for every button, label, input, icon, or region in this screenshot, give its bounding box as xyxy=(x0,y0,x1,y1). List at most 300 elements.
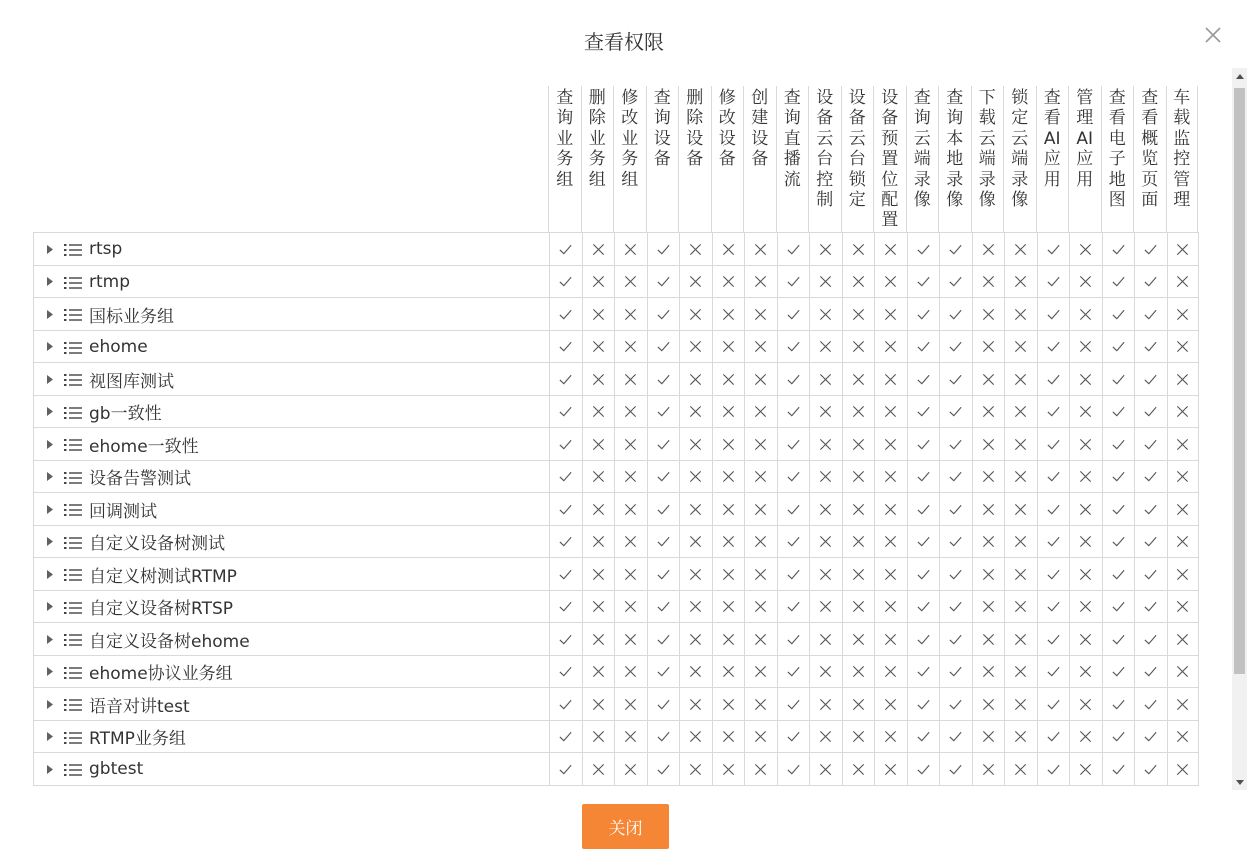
cross-icon xyxy=(1004,266,1037,298)
check-icon xyxy=(647,428,680,460)
cross-icon xyxy=(1004,298,1037,330)
close-button[interactable]: 关闭 xyxy=(582,804,669,849)
cross-icon xyxy=(712,656,745,688)
check-icon xyxy=(907,428,940,460)
check-icon xyxy=(647,656,680,688)
caret-right-icon[interactable] xyxy=(45,277,55,287)
cross-icon xyxy=(712,493,745,525)
row-name-cell xyxy=(34,721,549,753)
cross-icon xyxy=(614,493,647,525)
check-icon xyxy=(647,266,680,298)
check-icon xyxy=(939,558,972,590)
caret-right-icon[interactable] xyxy=(45,407,55,417)
cross-icon xyxy=(874,428,907,460)
row-label: 视图库测试 xyxy=(89,371,174,392)
check-icon xyxy=(647,526,680,558)
column-header-label: 删除设备 xyxy=(686,88,704,170)
table-row xyxy=(33,753,1199,786)
cross-icon xyxy=(679,591,712,623)
cross-icon xyxy=(1167,688,1200,720)
cross-icon xyxy=(1004,363,1037,395)
cross-icon xyxy=(874,233,907,265)
row-label: rtsp xyxy=(89,239,123,259)
check-icon xyxy=(939,331,972,363)
cross-icon xyxy=(1069,461,1102,493)
row-name-cell xyxy=(34,623,549,655)
close-icon[interactable] xyxy=(1202,24,1224,46)
cross-icon xyxy=(972,526,1005,558)
check-icon xyxy=(1037,363,1070,395)
cross-icon xyxy=(582,721,615,753)
check-icon xyxy=(939,591,972,623)
cross-icon xyxy=(842,428,875,460)
check-icon xyxy=(549,591,582,623)
cross-icon xyxy=(712,396,745,428)
check-icon xyxy=(549,656,582,688)
cross-icon xyxy=(1069,396,1102,428)
cross-icon xyxy=(679,298,712,330)
check-icon xyxy=(939,493,972,525)
column-header-label: 查询业务组 xyxy=(556,88,574,190)
cross-icon xyxy=(582,656,615,688)
cross-icon xyxy=(1004,721,1037,753)
cross-icon xyxy=(744,331,777,363)
column-header-label: 设备预置位配置 xyxy=(881,88,899,231)
cross-icon xyxy=(582,591,615,623)
check-icon xyxy=(1037,493,1070,525)
check-icon xyxy=(549,461,582,493)
check-icon xyxy=(1134,656,1167,688)
check-icon xyxy=(1102,428,1135,460)
cross-icon xyxy=(679,493,712,525)
check-icon xyxy=(1102,461,1135,493)
check-icon xyxy=(1037,331,1070,363)
cross-icon xyxy=(614,428,647,460)
scrollbar-thumb[interactable] xyxy=(1234,88,1245,674)
cross-icon xyxy=(809,233,842,265)
row-label: rtmp xyxy=(89,271,131,292)
cross-icon xyxy=(972,396,1005,428)
cross-icon xyxy=(679,526,712,558)
check-icon xyxy=(1037,688,1070,720)
check-icon xyxy=(907,526,940,558)
check-icon xyxy=(647,493,680,525)
check-icon xyxy=(939,623,972,655)
check-icon xyxy=(1102,266,1135,298)
check-icon xyxy=(1134,331,1167,363)
cross-icon xyxy=(809,266,842,298)
cross-icon xyxy=(874,526,907,558)
check-icon xyxy=(939,461,972,493)
check-icon xyxy=(1037,266,1070,298)
cross-icon xyxy=(744,753,777,785)
cross-icon xyxy=(744,461,777,493)
check-icon xyxy=(777,266,810,298)
check-icon xyxy=(907,721,940,753)
cross-icon xyxy=(744,656,777,688)
cross-icon xyxy=(1167,233,1200,265)
check-icon xyxy=(1102,233,1135,265)
cross-icon xyxy=(1004,526,1037,558)
table-row xyxy=(33,461,1199,494)
table-row xyxy=(33,656,1199,689)
cross-icon xyxy=(842,396,875,428)
check-icon xyxy=(777,656,810,688)
cross-icon xyxy=(1004,396,1037,428)
cross-icon xyxy=(874,396,907,428)
check-icon xyxy=(777,623,810,655)
column-header xyxy=(1101,86,1134,232)
cross-icon xyxy=(972,591,1005,623)
cross-icon xyxy=(582,688,615,720)
check-icon xyxy=(647,396,680,428)
check-icon xyxy=(549,266,582,298)
cross-icon xyxy=(744,266,777,298)
check-icon xyxy=(777,233,810,265)
cross-icon xyxy=(809,721,842,753)
cross-icon xyxy=(842,493,875,525)
check-icon xyxy=(1037,558,1070,590)
check-icon xyxy=(1134,461,1167,493)
cross-icon xyxy=(744,396,777,428)
check-icon xyxy=(777,753,810,785)
cross-icon xyxy=(874,688,907,720)
cross-icon xyxy=(972,233,1005,265)
check-icon xyxy=(777,688,810,720)
column-header xyxy=(581,86,614,232)
row-label: ehome一致性 xyxy=(89,436,199,457)
cross-icon xyxy=(972,623,1005,655)
cross-icon xyxy=(712,721,745,753)
caret-right-icon[interactable] xyxy=(45,439,55,449)
check-icon xyxy=(549,363,582,395)
cross-icon xyxy=(1004,753,1037,785)
check-icon xyxy=(1037,461,1070,493)
check-icon xyxy=(1037,298,1070,330)
caret-right-icon[interactable] xyxy=(45,244,55,254)
column-header xyxy=(548,86,581,232)
cross-icon xyxy=(712,363,745,395)
cross-icon xyxy=(712,331,745,363)
list-icon xyxy=(64,697,82,711)
check-icon xyxy=(1134,558,1167,590)
check-icon xyxy=(777,558,810,590)
cross-icon xyxy=(679,233,712,265)
cross-icon xyxy=(679,396,712,428)
check-icon xyxy=(1134,396,1167,428)
cross-icon xyxy=(582,331,615,363)
check-icon xyxy=(1134,753,1167,785)
table-row xyxy=(33,396,1199,429)
check-icon xyxy=(549,331,582,363)
cross-icon xyxy=(972,656,1005,688)
check-icon xyxy=(1037,753,1070,785)
cross-icon xyxy=(809,396,842,428)
column-header xyxy=(678,86,711,232)
row-name-cell xyxy=(34,233,549,265)
cross-icon xyxy=(712,623,745,655)
check-icon xyxy=(1102,721,1135,753)
cross-icon xyxy=(809,331,842,363)
cross-icon xyxy=(1167,331,1200,363)
table-row xyxy=(33,721,1199,754)
scroll-up-arrow-icon[interactable] xyxy=(1232,68,1247,84)
cross-icon xyxy=(972,428,1005,460)
cross-icon xyxy=(972,688,1005,720)
column-header xyxy=(646,86,679,232)
caret-right-icon[interactable] xyxy=(45,342,55,352)
cross-icon xyxy=(972,266,1005,298)
table-row xyxy=(33,558,1199,591)
check-icon xyxy=(907,493,940,525)
cross-icon xyxy=(614,331,647,363)
table-row xyxy=(33,266,1199,299)
check-icon xyxy=(939,526,972,558)
check-icon xyxy=(907,623,940,655)
row-name-cell xyxy=(34,753,549,785)
list-icon xyxy=(64,242,82,256)
cross-icon xyxy=(1069,493,1102,525)
column-header-label: 锁定云端录像 xyxy=(1011,88,1029,211)
check-icon xyxy=(549,396,582,428)
caret-right-icon[interactable] xyxy=(45,309,55,319)
list-icon xyxy=(64,307,82,321)
cross-icon xyxy=(874,331,907,363)
check-icon xyxy=(907,656,940,688)
check-icon xyxy=(907,266,940,298)
caret-right-icon[interactable] xyxy=(45,602,55,612)
check-icon xyxy=(549,298,582,330)
row-name-cell xyxy=(34,526,549,558)
check-icon xyxy=(1102,753,1135,785)
check-icon xyxy=(939,721,972,753)
table-row xyxy=(33,298,1199,331)
check-icon xyxy=(1102,656,1135,688)
cross-icon xyxy=(1167,266,1200,298)
cross-icon xyxy=(809,656,842,688)
cross-icon xyxy=(614,753,647,785)
caret-right-icon[interactable] xyxy=(45,699,55,709)
cross-icon xyxy=(679,266,712,298)
column-header-label: 下载云端录像 xyxy=(978,88,996,211)
cross-icon xyxy=(874,461,907,493)
check-icon xyxy=(1102,591,1135,623)
column-header xyxy=(1068,86,1101,232)
cross-icon xyxy=(842,331,875,363)
list-icon xyxy=(64,405,82,419)
caret-right-icon[interactable] xyxy=(45,504,55,514)
check-icon xyxy=(907,461,940,493)
cross-icon xyxy=(874,493,907,525)
cross-icon xyxy=(842,721,875,753)
check-icon xyxy=(777,721,810,753)
check-icon xyxy=(1037,623,1070,655)
cross-icon xyxy=(874,721,907,753)
check-icon xyxy=(549,558,582,590)
list-icon xyxy=(64,730,82,744)
check-icon xyxy=(907,396,940,428)
caret-right-icon[interactable] xyxy=(45,667,55,677)
column-header xyxy=(1036,86,1069,232)
table-row xyxy=(33,591,1199,624)
column-header xyxy=(938,86,971,232)
list-icon xyxy=(64,762,82,776)
cross-icon xyxy=(679,623,712,655)
check-icon xyxy=(907,363,940,395)
table-row xyxy=(33,331,1199,364)
cross-icon xyxy=(842,688,875,720)
table-header xyxy=(33,86,1199,232)
row-name-cell xyxy=(34,591,549,623)
check-icon xyxy=(1134,233,1167,265)
cross-icon xyxy=(1004,331,1037,363)
check-icon xyxy=(777,428,810,460)
cross-icon xyxy=(614,233,647,265)
column-header-label: 查看电子地图 xyxy=(1108,88,1126,211)
check-icon xyxy=(777,396,810,428)
cross-icon xyxy=(1167,396,1200,428)
list-icon xyxy=(64,437,82,451)
column-header-label: 设备云台锁定 xyxy=(848,88,866,211)
check-icon xyxy=(939,688,972,720)
table-row xyxy=(33,233,1199,266)
cross-icon xyxy=(1167,363,1200,395)
cross-icon xyxy=(582,396,615,428)
cross-icon xyxy=(1004,688,1037,720)
cross-icon xyxy=(744,623,777,655)
cross-icon xyxy=(582,266,615,298)
cross-icon xyxy=(582,461,615,493)
row-label: 自定义设备树ehome xyxy=(89,631,250,652)
check-icon xyxy=(1037,591,1070,623)
column-header xyxy=(971,86,1004,232)
column-header-label: 查询设备 xyxy=(653,88,671,170)
cross-icon xyxy=(1004,493,1037,525)
check-icon xyxy=(777,461,810,493)
cross-icon xyxy=(712,298,745,330)
cross-icon xyxy=(874,363,907,395)
caret-right-icon[interactable] xyxy=(45,537,55,547)
caret-right-icon[interactable] xyxy=(45,732,55,742)
check-icon xyxy=(1037,233,1070,265)
cross-icon xyxy=(614,526,647,558)
cross-icon xyxy=(614,363,647,395)
cross-icon xyxy=(1167,493,1200,525)
vertical-scrollbar[interactable] xyxy=(1232,68,1247,790)
cross-icon xyxy=(972,721,1005,753)
table-row xyxy=(33,526,1199,559)
row-label: 自定义设备树测试 xyxy=(89,534,225,554)
check-icon xyxy=(1134,363,1167,395)
cross-icon xyxy=(809,298,842,330)
cross-icon xyxy=(744,233,777,265)
row-name-cell xyxy=(34,298,549,330)
cross-icon xyxy=(1167,428,1200,460)
caret-right-icon[interactable] xyxy=(45,569,55,579)
column-header-label: 设备云台控制 xyxy=(816,88,834,211)
cross-icon xyxy=(679,331,712,363)
scroll-down-arrow-icon[interactable] xyxy=(1232,774,1247,790)
check-icon xyxy=(647,753,680,785)
column-header-label: 查询云端录像 xyxy=(913,88,931,211)
check-icon xyxy=(777,331,810,363)
check-icon xyxy=(647,233,680,265)
cross-icon xyxy=(614,266,647,298)
row-name-cell xyxy=(34,558,549,590)
check-icon xyxy=(907,298,940,330)
row-name-cell xyxy=(34,266,549,298)
cross-icon xyxy=(842,298,875,330)
table-row xyxy=(33,363,1199,396)
column-header xyxy=(841,86,874,232)
check-icon xyxy=(647,558,680,590)
cross-icon xyxy=(1069,266,1102,298)
caret-right-icon[interactable] xyxy=(45,764,55,774)
cross-icon xyxy=(614,558,647,590)
cross-icon xyxy=(842,233,875,265)
check-icon xyxy=(907,753,940,785)
cross-icon xyxy=(972,753,1005,785)
cross-icon xyxy=(1069,558,1102,590)
check-icon xyxy=(939,363,972,395)
column-header-label: 删除业务组 xyxy=(588,88,606,190)
cross-icon xyxy=(874,656,907,688)
row-name-cell xyxy=(34,396,549,428)
cross-icon xyxy=(679,688,712,720)
column-header-label: 车载监控管理 xyxy=(1173,88,1191,211)
caret-right-icon[interactable] xyxy=(45,472,55,482)
cross-icon xyxy=(744,428,777,460)
cross-icon xyxy=(1069,526,1102,558)
cross-icon xyxy=(1004,428,1037,460)
cross-icon xyxy=(582,298,615,330)
cross-icon xyxy=(582,623,615,655)
cross-icon xyxy=(1004,558,1037,590)
cross-icon xyxy=(972,461,1005,493)
cross-icon xyxy=(582,363,615,395)
caret-right-icon[interactable] xyxy=(45,634,55,644)
list-icon xyxy=(64,372,82,386)
cross-icon xyxy=(712,461,745,493)
check-icon xyxy=(1134,428,1167,460)
cross-icon xyxy=(582,558,615,590)
check-icon xyxy=(939,396,972,428)
cross-icon xyxy=(1167,591,1200,623)
cross-icon xyxy=(1167,721,1200,753)
cross-icon xyxy=(1004,591,1037,623)
check-icon xyxy=(777,298,810,330)
cross-icon xyxy=(712,688,745,720)
cross-icon xyxy=(744,298,777,330)
cross-icon xyxy=(614,298,647,330)
cross-icon xyxy=(1167,526,1200,558)
cross-icon xyxy=(744,526,777,558)
cross-icon xyxy=(582,428,615,460)
cross-icon xyxy=(972,493,1005,525)
cross-icon xyxy=(679,428,712,460)
check-icon xyxy=(777,493,810,525)
caret-right-icon[interactable] xyxy=(45,374,55,384)
row-label: RTMP业务组 xyxy=(89,729,186,749)
cross-icon xyxy=(842,623,875,655)
row-label: 设备告警测试 xyxy=(89,469,191,489)
check-icon xyxy=(1037,428,1070,460)
cross-icon xyxy=(614,396,647,428)
cross-icon xyxy=(809,558,842,590)
cross-icon xyxy=(614,461,647,493)
list-icon xyxy=(64,502,82,516)
cross-icon xyxy=(1069,331,1102,363)
